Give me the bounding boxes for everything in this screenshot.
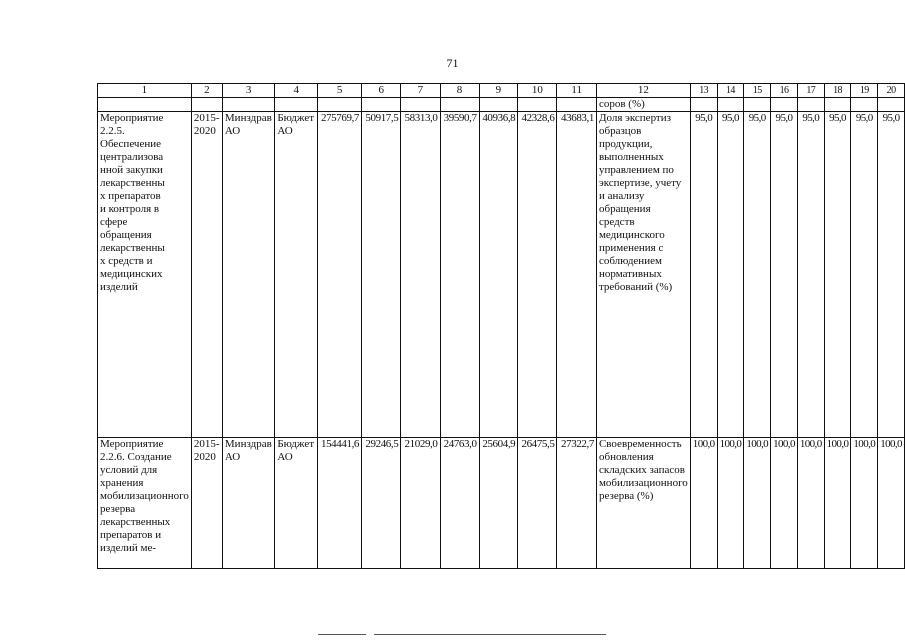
value-cell: 40936,8 xyxy=(479,112,518,438)
target-cell: 95,0 xyxy=(878,112,905,438)
table-row xyxy=(98,112,905,438)
value-cell: 25604,9 xyxy=(479,438,518,569)
col-header: 9 xyxy=(479,84,518,98)
col-header: 18 xyxy=(824,84,851,98)
value-cell: 27322,7 xyxy=(557,438,597,569)
value-cell: 43683,1 xyxy=(557,112,597,438)
value-cell: 275769,7 xyxy=(318,112,362,438)
executor-cell: Минздрав АО xyxy=(222,438,274,569)
value-cell: 42328,6 xyxy=(518,112,557,438)
source-cell: Бюджет АО xyxy=(275,112,318,438)
target-cell: 100,0 xyxy=(797,438,824,569)
footer-rule xyxy=(374,634,606,635)
source-cell: Бюджет АО xyxy=(275,438,318,569)
period-cell: 2015-2020 xyxy=(191,112,222,438)
data-table xyxy=(97,83,905,569)
value-cell: 154441,6 xyxy=(318,438,362,569)
indicator-cell: Доля экспертиз образцов продукции, выполненных управлением по экспертизе, учету и анализу обращения средств медицинского применения с соблюдением нормативных требований (%) xyxy=(596,112,690,438)
target-cell: 95,0 xyxy=(744,112,771,438)
col-header: 16 xyxy=(771,84,798,98)
col-header: 19 xyxy=(851,84,878,98)
target-cell: 100,0 xyxy=(690,438,717,569)
indicator-cell: Своевременность обновления складских запасов мобилизационного резерва (%) xyxy=(596,438,690,569)
col-header: 12 xyxy=(596,84,690,98)
col-header: 7 xyxy=(401,84,440,98)
footer-rule xyxy=(318,634,366,635)
col-header: 15 xyxy=(744,84,771,98)
col-header: 20 xyxy=(878,84,905,98)
target-cell: 95,0 xyxy=(797,112,824,438)
executor-cell: Минздрав АО xyxy=(222,112,274,438)
activity-name: Мероприятие 2.2.6. Создание условий для хранения мобилизационного резерва лекарственных препаратов и изделий ме- xyxy=(98,438,192,569)
header-row xyxy=(98,84,905,98)
col-header: 3 xyxy=(222,84,274,98)
value-cell: 26475,5 xyxy=(518,438,557,569)
page-number: 71 xyxy=(446,56,459,70)
target-cell: 95,0 xyxy=(717,112,744,438)
col-header: 5 xyxy=(318,84,362,98)
target-cell: 100,0 xyxy=(851,438,878,569)
col-header: 17 xyxy=(797,84,824,98)
col-header: 8 xyxy=(440,84,479,98)
period-cell: 2015-2020 xyxy=(191,438,222,569)
value-cell: 21029,0 xyxy=(401,438,440,569)
value-cell: 50917,5 xyxy=(362,112,401,438)
continuation-row xyxy=(98,98,905,112)
target-cell: 95,0 xyxy=(771,112,798,438)
target-cell: 95,0 xyxy=(690,112,717,438)
target-cell: 95,0 xyxy=(851,112,878,438)
col-header: 11 xyxy=(557,84,597,98)
col-header: 13 xyxy=(690,84,717,98)
col-header: 10 xyxy=(518,84,557,98)
target-cell: 95,0 xyxy=(824,112,851,438)
table-row xyxy=(98,438,905,569)
value-cell: 39590,7 xyxy=(440,112,479,438)
col-header: 14 xyxy=(717,84,744,98)
target-cell: 100,0 xyxy=(717,438,744,569)
value-cell: 58313,0 xyxy=(401,112,440,438)
activity-name: Мероприятие 2.2.5. Обеспечение централизованной закупки лекарственных препаратов и контроля в сфере обращения лекарственных средств и медицинских изделий xyxy=(98,112,192,438)
col-header: 2 xyxy=(191,84,222,98)
target-cell: 100,0 xyxy=(771,438,798,569)
col-header: 4 xyxy=(275,84,318,98)
target-cell: 100,0 xyxy=(824,438,851,569)
target-cell: 100,0 xyxy=(878,438,905,569)
value-cell: 29246,5 xyxy=(362,438,401,569)
target-cell: 100,0 xyxy=(744,438,771,569)
value-cell: 24763,0 xyxy=(440,438,479,569)
continued-indicator-text: соров (%) xyxy=(596,98,690,112)
col-header: 6 xyxy=(362,84,401,98)
col-header: 1 xyxy=(98,84,192,98)
